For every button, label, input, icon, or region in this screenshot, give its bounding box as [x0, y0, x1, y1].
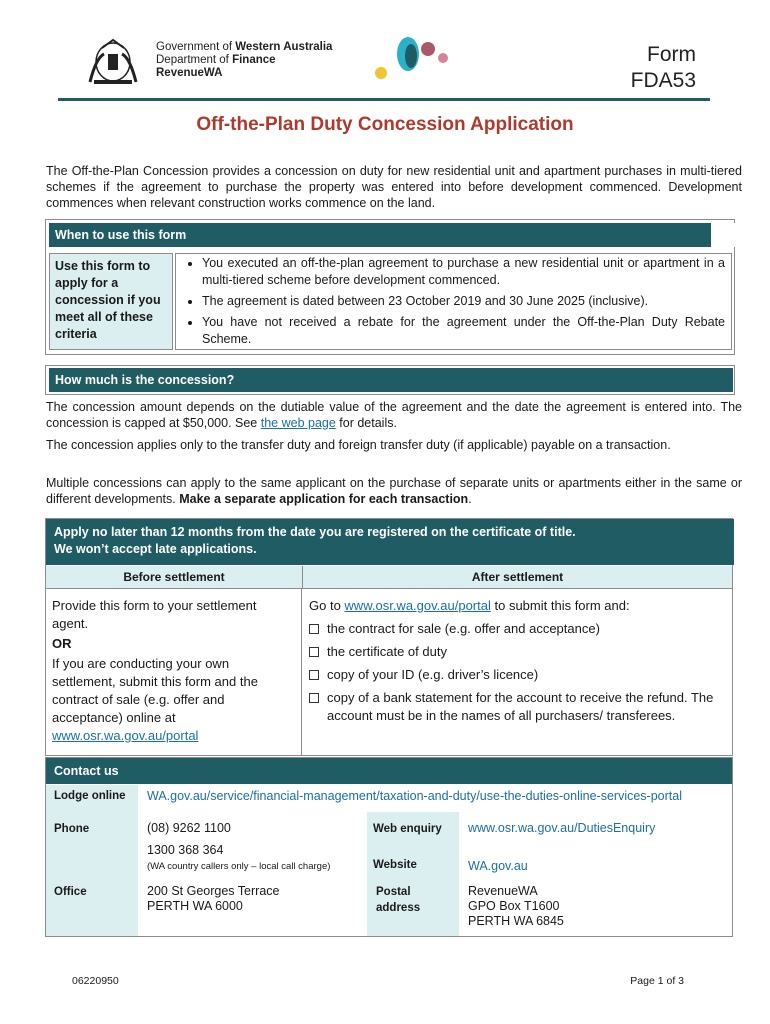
- web-enquiry-link[interactable]: www.osr.wa.gov.au/DutiesEnquiry: [468, 821, 656, 835]
- how-much-p3: Multiple concessions can apply to the same applicant on the purchase of separate units or apartments either in the same or different developments. Make a separate application for each transaction.: [46, 476, 742, 506]
- when-heading: When to use this form: [49, 223, 737, 247]
- postal-address-label: Postal address: [376, 886, 421, 914]
- phone-label: Phone: [54, 823, 90, 835]
- before-settlement-cell: Provide this form to your settlement agent. OR If you are conducting your own settlement, submit this form and the contract of sale (e.g. offer and acceptance) online at www.osr.wa.gov.au/portal: [46, 589, 302, 755]
- office-address: 200 St Georges Terrace PERTH WA 6000: [147, 884, 280, 913]
- checkbox-certificate[interactable]: [309, 647, 319, 657]
- how-much-section: [45, 365, 735, 395]
- portal-link-before[interactable]: www.osr.wa.gov.au/portal: [52, 728, 199, 743]
- phone-number-2: 1300 368 364: [147, 843, 224, 857]
- lodge-online-link[interactable]: WA.gov.au/service/financial-management/taxation-and-duty/use-the-duties-online-services-portal: [147, 789, 682, 803]
- phone-number-1: (08) 9262 1100: [147, 821, 231, 835]
- how-much-p2: The concession applies only to the transfer duty and foreign transfer duty (if applicable) payable on a transaction.: [46, 438, 671, 452]
- brand-graphic: [372, 34, 452, 84]
- how-much-p1: The concession amount depends on the dutiable value of the agreement and the date the agreement is entered into. The concession is capped at $50,000. See the web page for details.: [46, 400, 742, 430]
- form-code: 06220950: [72, 975, 119, 987]
- wa-crest-logo: [82, 34, 144, 86]
- page-number: Page 1 of 3: [630, 975, 684, 987]
- when-label: Use this form to apply for a concession if you meet all of these criteria: [49, 253, 173, 350]
- lodge-online-label: Lodge online: [54, 790, 126, 802]
- form-identifier: Form FDA53: [630, 43, 696, 92]
- criterion-item: • You have not received a rebate for the agreement under the Off-the-Plan Duty Rebate Scheme.: [202, 314, 725, 348]
- website-link[interactable]: WA.gov.au: [468, 859, 528, 873]
- phone-note: (WA country callers only – local call charge): [147, 861, 331, 872]
- criteria-list: [175, 253, 732, 350]
- intro-paragraph: The Off-the-Plan Concession provides a concession on duty for new residential unit and apartment purchases in multi-tiered schemes if the agreement to purchase the property was entered into before development commenced. Development commences when relevant construction works commence on the land.: [46, 164, 742, 210]
- after-column-header: After settlement: [303, 566, 732, 589]
- before-column-header: Before settlement: [46, 566, 303, 589]
- page-title: Off-the-Plan Duty Concession Application: [196, 114, 574, 135]
- checkbox-bank-statement[interactable]: [309, 693, 319, 703]
- criterion-item: • The agreement is dated between 23 October 2019 and 30 June 2025 (inclusive).: [202, 293, 725, 310]
- when-section: [45, 219, 735, 355]
- portal-link-after[interactable]: www.osr.wa.gov.au/portal: [344, 598, 491, 613]
- apply-section: [45, 518, 733, 756]
- header-divider: [58, 98, 710, 101]
- after-settlement-cell: Go to www.osr.wa.gov.au/portal to submit this form and: the contract for sale (e.g. offer and acceptance) the certificate of duty copy of your ID (e.g. driver’s licence) copy of a bank statement for the account to receive the refund. The account must be in the names of all purchasers/ transferees.: [309, 598, 714, 723]
- checkbox-contract[interactable]: [309, 624, 319, 634]
- how-much-heading: How much is the concession?: [49, 368, 733, 392]
- website-label: Website: [373, 859, 417, 871]
- contact-heading: Contact us: [46, 758, 732, 784]
- government-name: Government of Western Australia Department of Finance RevenueWA: [156, 41, 333, 79]
- office-label: Office: [54, 886, 87, 898]
- contact-section: [45, 757, 733, 937]
- apply-heading: Apply no later than 12 months from the date you are registered on the certificate of title. We won’t accept late applications.: [46, 519, 734, 565]
- criterion-item: • You executed an off-the-plan agreement to purchase a new residential unit or apartment in a multi-tiered scheme before development commenced.: [202, 255, 725, 289]
- web-page-link[interactable]: the web page: [260, 416, 336, 430]
- checkbox-id[interactable]: [309, 670, 319, 680]
- postal-address: RevenueWA GPO Box T1600 PERTH WA 6845: [468, 884, 564, 928]
- web-enquiry-label: Web enquiry: [373, 823, 442, 835]
